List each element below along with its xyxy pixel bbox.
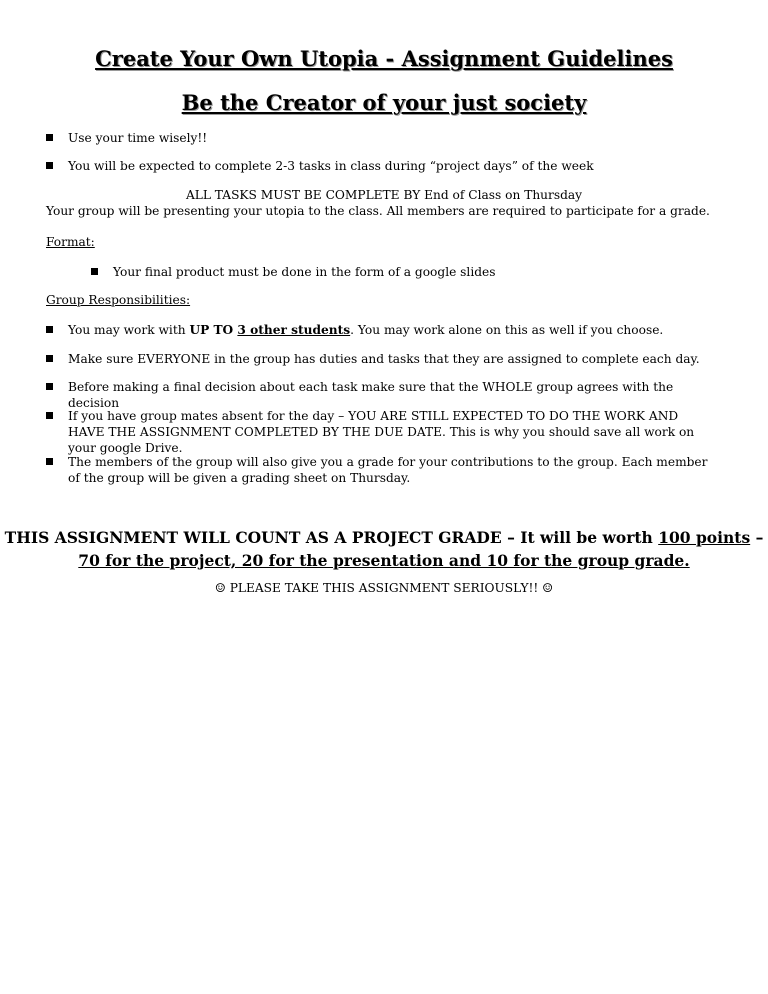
footer-note: ☺ PLEASE TAKE THIS ASSIGNMENT SERIOUSLY!! ☺: [214, 581, 554, 595]
square-bullet-icon: [46, 355, 53, 362]
square-bullet-icon: [46, 326, 53, 333]
square-bullet-icon: [46, 458, 53, 465]
square-bullet-icon: [46, 412, 53, 419]
format-heading: Format:: [46, 235, 95, 249]
group-heading: Group Responsibilities:: [46, 293, 191, 307]
page-subtitle: Be the Creator of your just society: [181, 90, 587, 115]
deadline-text: ALL TASKS MUST BE COMPLETE BY End of Class on Thursday: [185, 188, 583, 202]
points-value: 100 points: [658, 528, 751, 547]
page-title: Create Your Own Utopia - Assignment Guidelines: [95, 46, 673, 71]
square-bullet-icon: [46, 162, 53, 169]
square-bullet-icon: [46, 134, 53, 141]
grade-statement: THIS ASSIGNMENT WILL COUNT AS A PROJECT GRADE – It will be worth 100 points – 70 for the project, 20 for the presentation and 10 for the group grade.: [0, 526, 768, 572]
square-bullet-icon: [91, 268, 98, 275]
square-bullet-icon: [46, 383, 53, 390]
grade-breakdown: 70 for the project, 20 for the presentation and 10 for the group grade.: [78, 551, 690, 570]
presentation-note: Your group will be presenting your utopia to the class. All members are required to participate for a grade.: [46, 204, 710, 218]
document-page: Create Your Own Utopia - Assignment Guidelines Be the Creator of your just society Use your time wisely!! You will be expected to complete 2-3 tasks in class during “project days” of the week ALL TASKS MUST BE COMPLETE BY End of Class on Thursday Your group will be presenting your utopia to the class. All members are required to participate for a grade. Format: Your final product must be done in the form of a google slides Group Responsibilities: You may work with UP TO 3 other students. You may work alone on this as well if you choose. Make sure EVERYONE in the group has duties and tasks that they are assigned to complete each day. Before making a final decision about each task make sure that the WHOLE group agrees with the decision If you have group mates absent for the day – YOU ARE STILL EXPECTED TO DO THE WORK AND HAVE THE ASSIGNMENT COMPLETED BY THE DUE DATE. This is why you should save all work on your google Drive. The members of the group will also give you a grade for your contributions to the group. Each member of the group will be given a grading sheet on Thursday. THIS ASSIGNMENT WILL COUNT AS A PROJECT GRADE – It will be worth 100 points – 70 for the project, 20 for the presentation and 10 for the group grade. ☺ PLEASE TAKE THIS ASSIGNMENT SERIOUSLY!! ☺: [0, 0, 768, 994]
